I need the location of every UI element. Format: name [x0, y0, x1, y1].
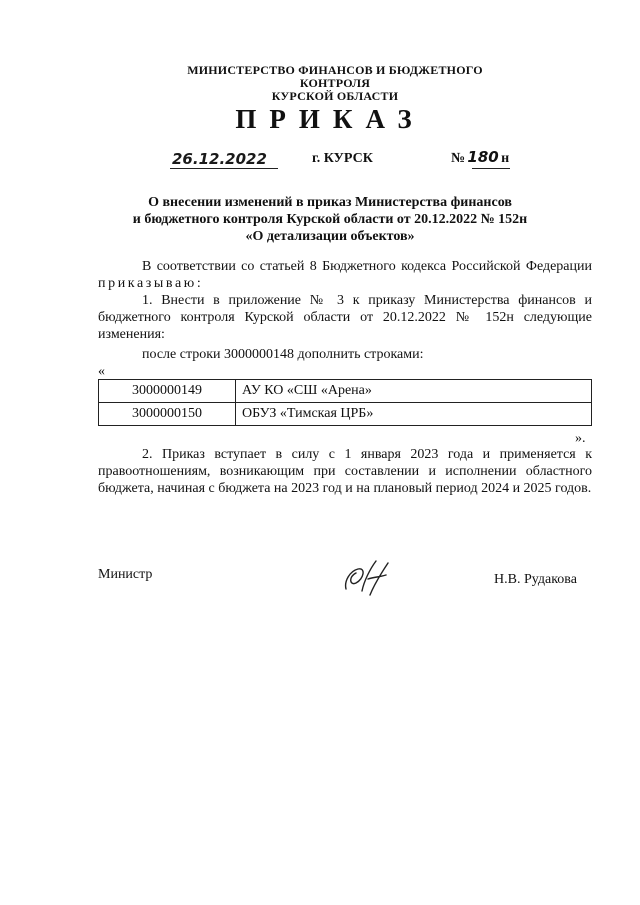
table-row	[99, 403, 592, 426]
order-city: г. КУРСК	[312, 151, 373, 166]
number-underline	[472, 168, 510, 169]
row-code: 3000000149	[99, 380, 236, 403]
ministry-line-1: МИНИСТЕРСТВО ФИНАНСОВ И БЮДЖЕТНОГО КОНТРОЛЯ	[187, 63, 483, 90]
changes-table	[98, 379, 592, 426]
row-name: АУ КО «СШ «Арена»	[236, 380, 592, 403]
intro-paragraph	[98, 258, 592, 292]
item-1-paragraph: 1. Внести в приложение № 3 к приказу Министерства финансов и бюджетного контроля Курской области от 20.12.2022 № 152н следующие изменения:	[98, 293, 592, 342]
signature-name: Н.В. Рудакова	[494, 572, 577, 587]
order-subject	[110, 194, 550, 245]
intro-action: приказываю:	[98, 276, 204, 291]
subject-line-3: «О детализации объектов»	[245, 229, 415, 244]
date-underline	[170, 168, 278, 169]
subject-line-1: О внесении изменений в приказ Министерства финансов	[148, 195, 512, 210]
quote-close: ».	[575, 431, 586, 446]
number-value: 180	[467, 148, 499, 166]
number-prefix: №	[451, 151, 466, 166]
signature-title: Министр	[98, 567, 153, 582]
ministry-line-2: КУРСКОЙ ОБЛАСТИ	[271, 89, 399, 103]
intro-text: В соответствии со статьей 8 Бюджетного кодекса Российской Федерации	[142, 259, 592, 274]
subject-line-2: и бюджетного контроля Курской области от 20.12.2022 № 152н	[132, 212, 528, 227]
row-name: ОБУЗ «Тимская ЦРБ»	[236, 403, 592, 426]
table-row	[99, 380, 592, 403]
number-suffix: н	[501, 151, 510, 166]
signature-mark	[340, 555, 400, 599]
quote-open: «	[98, 364, 105, 379]
ministry-header	[160, 64, 510, 103]
row-code: 3000000150	[99, 403, 236, 426]
order-date: 26.12.2022	[172, 150, 267, 168]
item-2-paragraph: 2. Приказ вступает в силу с 1 января 2023 года и применяется к правоотношениям, возникающим при составлении и исполнении областного бюджета, начиная с бюджета на 2023 год и на плановый период 2024 и 2025 годов.	[98, 447, 592, 496]
order-title: ПРИКАЗ	[235, 104, 425, 134]
order-number	[451, 148, 509, 167]
item-1-sub-paragraph: после строки 3000000148 дополнить строками:	[142, 347, 424, 362]
